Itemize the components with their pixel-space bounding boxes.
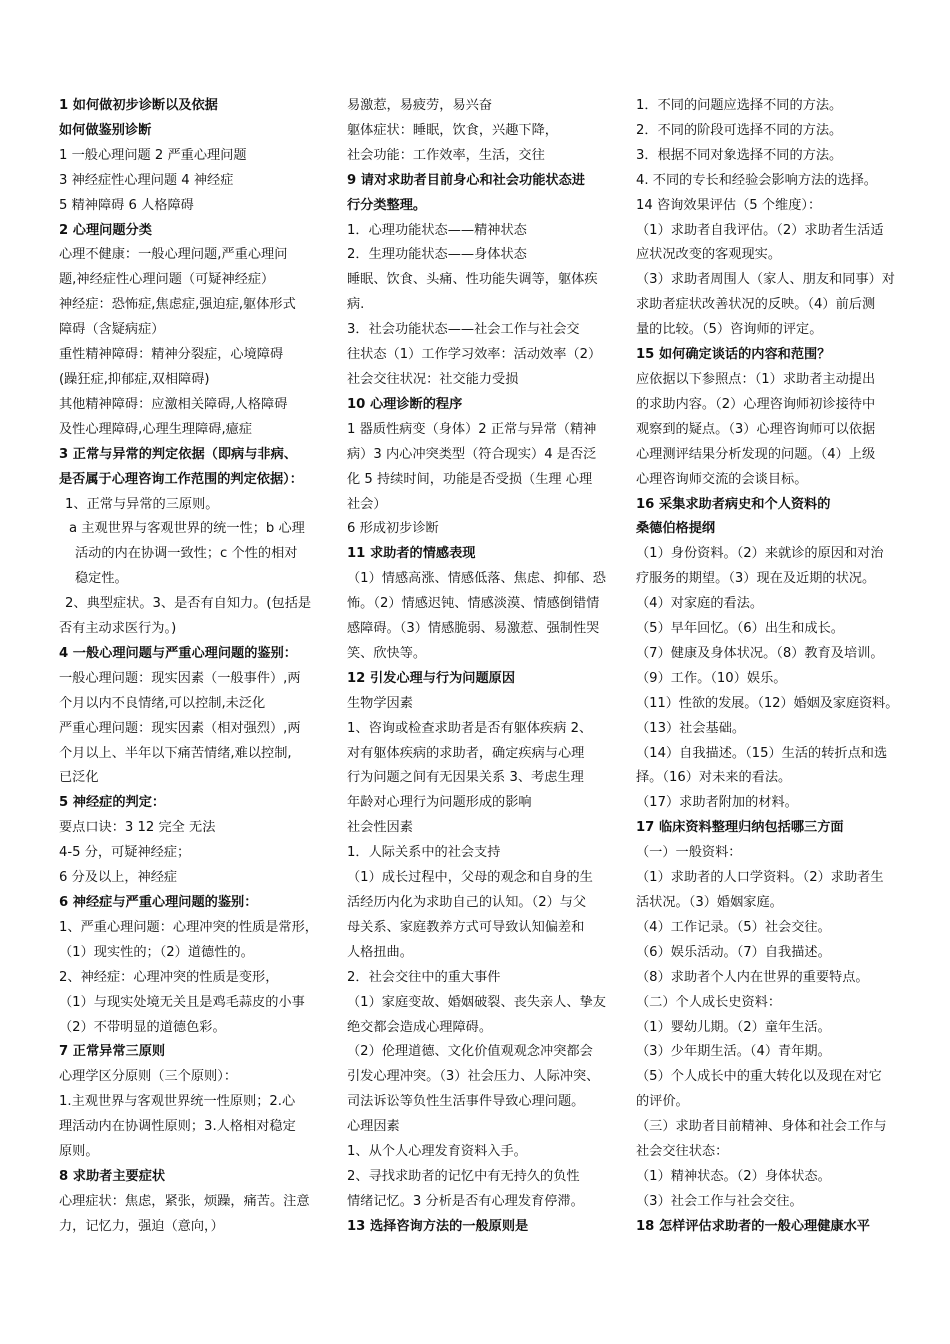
section-heading: 如何做鉴别诊断 [59,122,152,138]
section-heading: 6 神经症与严重心理问题的鉴别： [59,895,258,910]
text-line: （3）求助者周围人（家人、朋友和同事）对 [636,272,895,288]
text-line: 母关系、家庭教养方式可导致认知偏差和 [347,919,585,935]
text-line: 6 分及以上，神经症 [59,870,178,886]
section-heading: 15 如何确定谈话的内容和范围？ [636,347,831,363]
text-line: （1）家庭变故、婚姻破裂、丧失亲人、挚友 [347,994,606,1010]
section-heading: 12 引发心理与行为问题原因 [347,670,516,686]
section-heading: 7 正常异常三原则 [59,1044,166,1060]
text-line: 原则。 [59,1144,99,1160]
text-line: 病）3 内心冲突类型（符合现实）4 是否泛 [347,446,597,462]
text-line: 3．社会功能状态——社会工作与社会交 [347,322,580,338]
text-line: 往状态（1）工作学习效率：活动效率（2） [347,347,602,363]
text-line: 笑、欣快等。 [347,645,427,661]
text-line: 3 神经症性心理问题 4 神经症 [59,172,234,188]
column-middle [347,94,609,1240]
text-line: 活动的内在协调一致性；c 个性的相对 [75,546,298,562]
text-line: 社会功能：工作效率，生活，交往 [347,147,545,163]
text-line: 情绪记忆。3 分析是否有心理发育停滞。 [347,1193,584,1209]
text-line: （3）少年期生活。（4）青年期。 [636,1044,831,1060]
text-line: （14）自我描述。（15）生活的转折点和选 [636,745,888,761]
text-line: 心理症状：焦虑，紧张，烦躁，痛苦。注意 [59,1193,310,1209]
text-line: 怖。（2）情感迟钝、情感淡漠、情感倒错情 [347,596,600,612]
section-heading: 18 怎样评估求助者的一般心理健康水平 [636,1218,870,1234]
section-heading: 桑德伯格提纲 [636,521,716,537]
text-line: 社会交往状态： [636,1144,729,1160]
text-line: 行为问题之间有无因果关系 3、考虑生理 [347,770,584,786]
section-heading: 9 请对求助者目前身心和社会功能状态进 [347,172,585,188]
section-heading: 10 心理诊断的程序 [347,396,463,412]
text-line: 心理不健康：一般心理问题,严重心理问 [59,247,288,263]
text-line: （一）一般资料： [636,845,742,861]
text-line: 睡眠、饮食、头痛、性功能失调等，躯体疾 [347,272,598,288]
text-line: 择。（16）对未来的看法。 [636,770,792,786]
text-line: 已泛化 [59,770,99,786]
text-line: 神经症：恐怖症,焦虑症,强迫症,躯体形式 [59,297,296,313]
section-heading: 13 选择咨询方法的一般原则是 [347,1218,529,1234]
text-line: 要点口诀：3 12 完全 无法 [59,820,216,836]
text-line: 1、正常与异常的三原则。 [65,496,219,512]
section-heading: 2 心理问题分类 [59,222,152,238]
text-line: 心理测评结果分析发现的问题。（4）上级 [636,446,876,462]
text-line: 严重心理问题：现实因素（相对强烈）,两 [59,720,301,736]
text-line: 否有主动求医行为。) [59,621,177,637]
text-line: （8）求助者个人内在世界的重要特点。 [636,969,869,985]
text-line: 的求助内容。（2）心理咨询师初诊接待中 [636,396,876,412]
text-line: 求助者症状改善状况的反映。（4）前后测 [636,297,876,313]
text-line: （1）与现实处境无关且是鸡毛蒜皮的小事 [59,994,305,1010]
text-line: 1．人际关系中的社会支持 [347,845,501,861]
text-line: 应状况改变的客观现实。 [636,247,782,263]
text-line: （17）求助者附加的材料。 [636,795,798,811]
section-heading: 4 一般心理问题与严重心理问题的鉴别： [59,645,297,661]
text-line: 及性心理障碍,心理生理障碍,癔症 [59,421,253,437]
text-line: 2．不同的阶段可选择不同的方法。 [636,122,843,138]
text-line: 障碍（含疑病症） [59,322,165,338]
column-left [59,94,321,1240]
text-line: 应依据以下参照点：（1）求助者主动提出 [636,371,876,387]
text-line: 重性精神障碍：精神分裂症，心境障碍 [59,347,284,363]
text-line: 2、典型症状。3、是否有自知力。(包括是 [65,596,312,612]
text-line: a 主观世界与客观世界的统一性；b 心理 [69,521,305,537]
text-line: 3．根据不同对象选择不同的方法。 [636,147,843,163]
text-line: 易激惹，易疲劳，易兴奋 [347,98,493,113]
text-line: （2）伦理道德、文化价值观观念冲突都会 [347,1044,593,1060]
text-line: 社会交往状况：社交能力受损 [347,371,519,387]
text-line: （1）身份资料。（2）来就诊的原因和对治 [636,546,884,562]
text-line: （二）个人成长史资料： [636,994,782,1010]
text-line: 个月以内不良情绪,可以控制,未泛化 [59,695,266,711]
text-line: （6）娱乐活动。（7）自我描述。 [636,944,831,960]
column-right [636,94,898,1240]
text-line: 化 5 持续时间，功能是否受损（生理 心理 [347,471,593,487]
text-line: （7）健康及身体状况。（8）教育及培训。 [636,645,884,661]
text-line: 社会） [347,496,387,512]
text-line: 6 形成初步诊断 [347,521,439,537]
text-line: （4）工作记录。（5）社会交往。 [636,919,831,935]
text-line: （5）个人成长中的重大转化以及现在对它 [636,1069,882,1085]
text-line: 躯体症状：睡眠，饮食，兴趣下降， [347,122,558,138]
text-line: （1）求助者自我评估。（2）求助者生活适 [636,222,884,238]
text-line: 年龄对心理行为问题形成的影响 [347,795,532,811]
text-line: 一般心理问题：现实因素（一般事件）,两 [59,670,301,686]
text-line: 活经历内化为求助自己的认知。（2）与父 [347,895,587,910]
text-line: （1）精神状态。（2）身体状态。 [636,1168,831,1184]
text-line: （1）现实性的；（2）道德性的。 [59,944,254,960]
text-line: 1．不同的问题应选择不同的方法。 [636,98,843,113]
section-heading: 是否属于心理咨询工作范围的判定依据）： [59,471,303,487]
text-line: 心理学区分原则（三个原则）： [59,1069,238,1085]
text-line: （9）工作。（10）娱乐。 [636,670,787,686]
text-line: 个月以上、半年以下痛苦情绪,难以控制, [59,745,292,761]
text-line: 社会性因素 [347,820,413,836]
text-line: （1）情感高涨、情感低落、焦虑、抑郁、恐 [347,571,606,587]
text-line: 绝交都会造成心理障碍。 [347,1019,493,1035]
text-line: 1.主观世界与客观世界统一性原则；2.心 [59,1094,296,1110]
text-line: 1、严重心理问题：心理冲突的性质是常形， [59,919,318,935]
text-line: （1）求助者的人口学资料。（2）求助者生 [636,870,884,886]
text-line: 引发心理冲突。（3）社会压力、人际冲突、 [347,1069,600,1085]
text-line: 司法诉讼等负性生活事件导致心理问题。 [347,1094,585,1110]
section-heading: 5 神经症的判定： [59,795,166,811]
text-line: （13）社会基础。 [636,720,746,736]
text-line: 1、从个人心理发育资料入手。 [347,1144,527,1160]
text-line: 观察到的疑点。（3）心理咨询师可以依据 [636,421,876,437]
text-line: 5 精神障碍 6 人格障碍 [59,197,194,213]
text-line: 的评价。 [636,1094,689,1110]
text-line: 1 器质性病变（身体）2 正常与异常（精神 [347,421,597,437]
text-line: 4-5 分，可疑神经症； [59,845,191,861]
text-line: (躁狂症,抑郁症,双相障碍) [59,371,210,387]
text-line: 2．生理功能状态——身体状态 [347,247,527,263]
section-heading: 3 正常与异常的判定依据（即病与非病、 [59,446,297,462]
text-line: 病. [347,297,365,313]
text-line: 1 一般心理问题 2 严重心理问题 [59,147,247,163]
section-heading: 16 采集求助者病史和个人资料的 [636,496,831,512]
text-line: 1、咨询或检查求助者是否有躯体疾病 2、 [347,720,593,736]
section-heading: 行分类整理。 [347,197,427,213]
text-line: 理活动内在协调性原则；3.人格相对稳定 [59,1119,296,1135]
text-line: （5）早年回忆。（6）出生和成长。 [636,621,844,637]
section-heading: 1 如何做初步诊断以及依据 [59,98,218,113]
section-heading: 8 求助者主要症状 [59,1168,166,1184]
text-line: 量的比较。（5）咨询师的评定。 [636,322,823,338]
text-line: 2、神经症：心理冲突的性质是变形， [59,969,279,985]
text-line: （11）性欲的发展。（12）婚姻及家庭资料。 [636,695,899,711]
text-line: （2）不带明显的道德色彩。 [59,1019,226,1035]
text-line: 人格扭曲。 [347,944,413,960]
text-line: 题,神经症性心理问题（可疑神经症） [59,272,275,288]
text-line: 对有躯体疾病的求助者，确定疾病与心理 [347,745,585,761]
text-line: 2．社会交往中的重大事件 [347,969,501,985]
text-line: 心理因素 [347,1119,400,1135]
text-line: （三）求助者目前精神、身体和社会工作与 [636,1119,887,1135]
text-line: 1．心理功能状态——精神状态 [347,222,527,238]
text-line: 力，记忆力，强迫（意向，） [59,1218,224,1234]
text-line: 疗服务的期望。（3）现在及近期的状况。 [636,571,876,587]
section-heading: 11 求助者的情感表现 [347,546,476,562]
text-line: 稳定性。 [75,571,128,587]
text-line: 感障碍。（3）情感脆弱、易激惹、强制性哭 [347,621,600,637]
text-line: 14 咨询效果评估（5 个维度）： [636,197,822,213]
text-line: 心理咨询师交流的会谈目标。 [636,471,808,487]
text-line: 其他精神障碍：应激相关障碍,人格障碍 [59,396,288,412]
text-line: 生物学因素 [347,695,413,711]
text-line: （4）对家庭的看法。 [636,596,764,612]
text-line: 2、寻找求助者的记忆中有无持久的负性 [347,1168,580,1184]
text-line: （1）成长过程中，父母的观念和自身的生 [347,870,593,886]
text-line: （1）婴幼儿期。（2）童年生活。 [636,1019,831,1035]
text-line: 活状况。（3）婚姻家庭。 [636,895,783,910]
text-line: （3）社会工作与社会交往。 [636,1193,803,1209]
text-line: 4. 不同的专长和经验会影响方法的选择。 [636,172,877,188]
section-heading: 17 临床资料整理归纳包括哪三方面 [636,820,844,836]
